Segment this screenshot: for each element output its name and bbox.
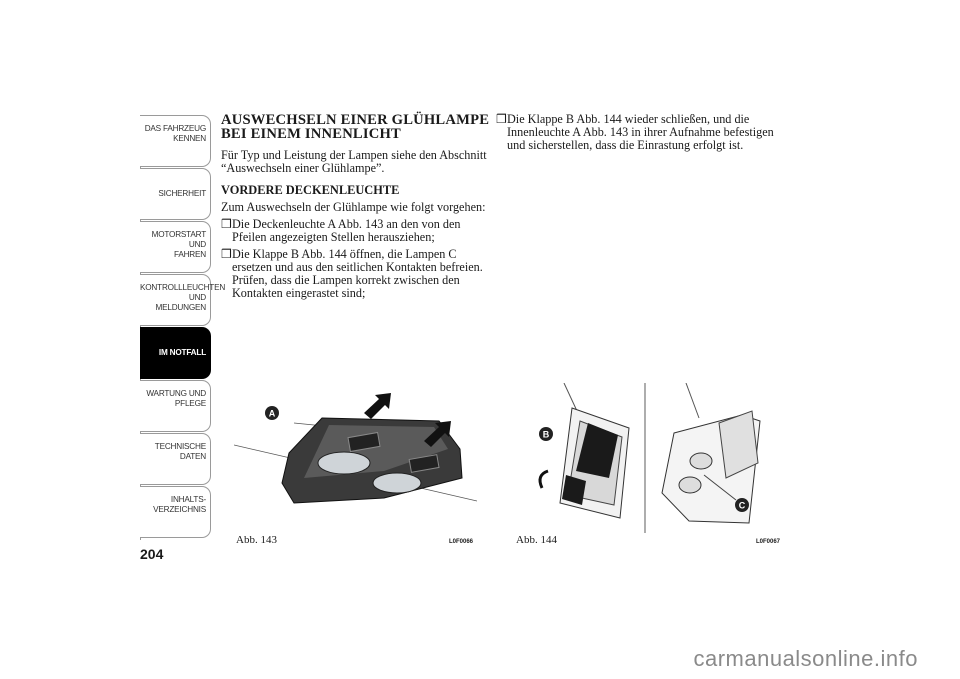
checkbox-icon: ❒: [221, 247, 232, 261]
lamp-replacement-illustration: [514, 383, 784, 533]
figure-144: [514, 383, 784, 548]
callout-b: B: [542, 429, 550, 440]
page-number: 204: [140, 546, 164, 562]
tab-im-notfall[interactable]: IM NOTFALL: [140, 327, 211, 379]
list-item: ❒ Die Klappe B Abb. 144 öffnen, die Lampen C ersetzen und aus den seitlichen Kontakten befreien. Prüfen, dass die Lampen korrekt zwischen den Kontakten eingerastet sind;: [221, 247, 483, 300]
list-item: ❒ Die Klappe B Abb. 144 wieder schließen, und die Innenleuchte A Abb. 143 in ihrer Aufnahme befestigen und sicherstellen, dass die Einrastung erfolgt ist.: [496, 112, 774, 152]
tab-technische-daten[interactable]: TECHNISCHE DATEN: [140, 433, 211, 485]
checkbox-icon: ❒: [221, 217, 232, 231]
figure-code: L0F0066: [448, 539, 473, 545]
ceiling-light-illustration: [234, 383, 477, 533]
subheading: VORDERE DECKENLEUCHTE: [221, 183, 400, 197]
watermark: carmanualsonline.info: [693, 646, 918, 671]
tab-motorstart-und-fahren[interactable]: MOTORSTART UND FAHREN: [140, 221, 211, 273]
tab-kontrollleuchten[interactable]: KONTROLLLEUCHTEN UND MELDUNGEN: [140, 274, 211, 326]
tab-das-fahrzeug-kennen[interactable]: DAS FAHRZEUG KENNEN: [140, 115, 211, 167]
tab-wartung-und-pflege[interactable]: WARTUNG UND PFLEGE: [140, 380, 211, 432]
figure-code: L0F0067: [755, 539, 780, 545]
figure-caption: Abb. 144: [516, 534, 557, 546]
section-heading: AUSWECHSELN EINER GLÜHLAMPE BEI EINEM INNENLICHT: [221, 112, 490, 142]
callout-c: C: [738, 500, 746, 511]
tab-inhaltsverzeichnis[interactable]: INHALTS- VERZEICHNIS: [140, 486, 211, 538]
lead-paragraph: Zum Auswechseln der Glühlampe wie folgt vorgehen:: [221, 200, 486, 214]
intro-paragraph: Für Typ und Leistung der Lampen siehe den Abschnitt “Auswechseln einer Glühlampe”.: [221, 148, 487, 175]
callout-a: A: [268, 408, 276, 419]
tab-sicherheit[interactable]: SICHERHEIT: [140, 168, 211, 220]
list-item: ❒ Die Deckenleuchte A Abb. 143 an den von den Pfeilen angezeigten Stellen herausziehen;: [221, 217, 461, 244]
figure-143: [234, 383, 477, 548]
text-column-left: [221, 113, 491, 304]
figure-caption: Abb. 143: [236, 534, 277, 546]
checkbox-icon: ❒: [496, 112, 507, 126]
text-column-right: [496, 113, 786, 156]
